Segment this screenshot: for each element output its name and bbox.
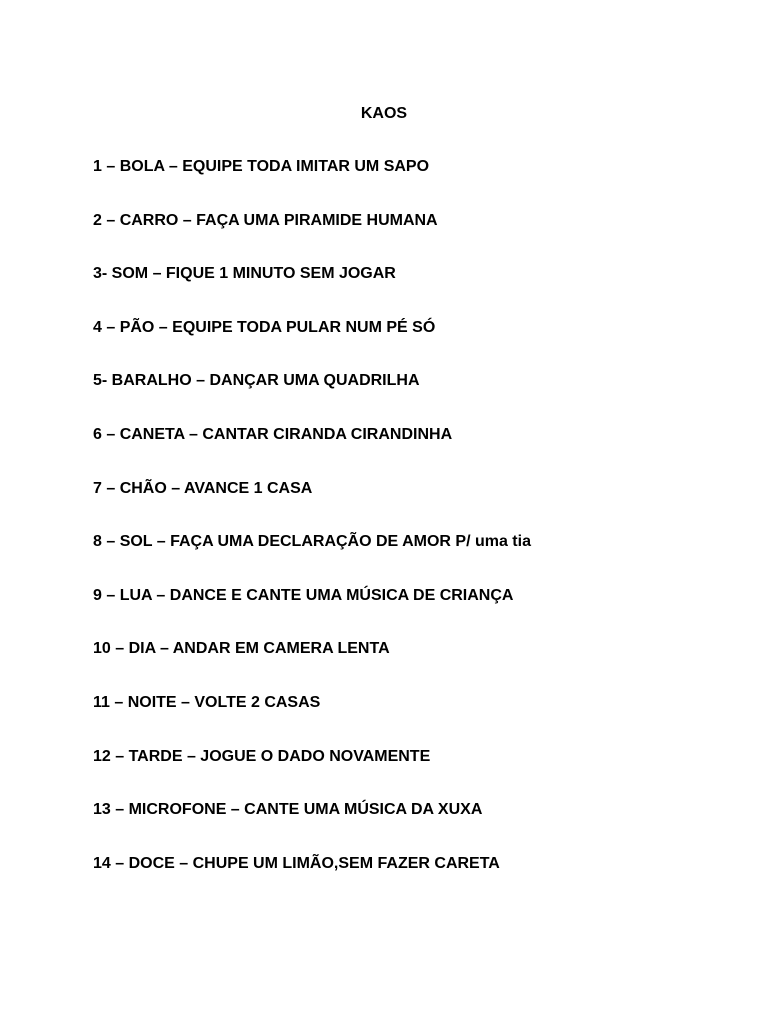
task-list: [93, 157, 733, 907]
list-item: 11 – NOITE – VOLTE 2 CASAS: [93, 693, 321, 711]
list-item: 7 – CHÃO – AVANCE 1 CASA: [93, 479, 313, 497]
list-item: 6 – CANETA – CANTAR CIRANDA CIRANDINHA: [93, 425, 453, 443]
list-item: 9 – LUA – DANCE E CANTE UMA MÚSICA DE CRIANÇA: [93, 586, 514, 604]
list-item: 13 – MICROFONE – CANTE UMA MÚSICA DA XUXA: [93, 801, 483, 819]
document-title: KAOS: [360, 105, 408, 122]
list-item: 5- BARALHO – DANÇAR UMA QUADRILHA: [93, 372, 420, 390]
list-item: 4 – PÃO – EQUIPE TODA PULAR NUM PÉ SÓ: [93, 318, 436, 336]
list-item: 2 – CARRO – FAÇA UMA PIRAMIDE HUMANA: [93, 211, 438, 229]
list-item: 1 – BOLA – EQUIPE TODA IMITAR UM SAPO: [93, 158, 430, 175]
list-item: 14 – DOCE – CHUPE UM LIMÃO,SEM FAZER CARETA: [93, 854, 500, 872]
document-title-row: [0, 104, 768, 124]
list-item: 3- SOM – FIQUE 1 MINUTO SEM JOGAR: [93, 265, 396, 283]
list-item: 10 – DIA – ANDAR EM CAMERA LENTA: [93, 640, 390, 658]
list-item: 8 – SOL – FAÇA UMA DECLARAÇÃO DE AMOR P/ uma tia: [93, 533, 531, 551]
list-item: 12 – TARDE – JOGUE O DADO NOVAMENTE: [93, 747, 431, 765]
